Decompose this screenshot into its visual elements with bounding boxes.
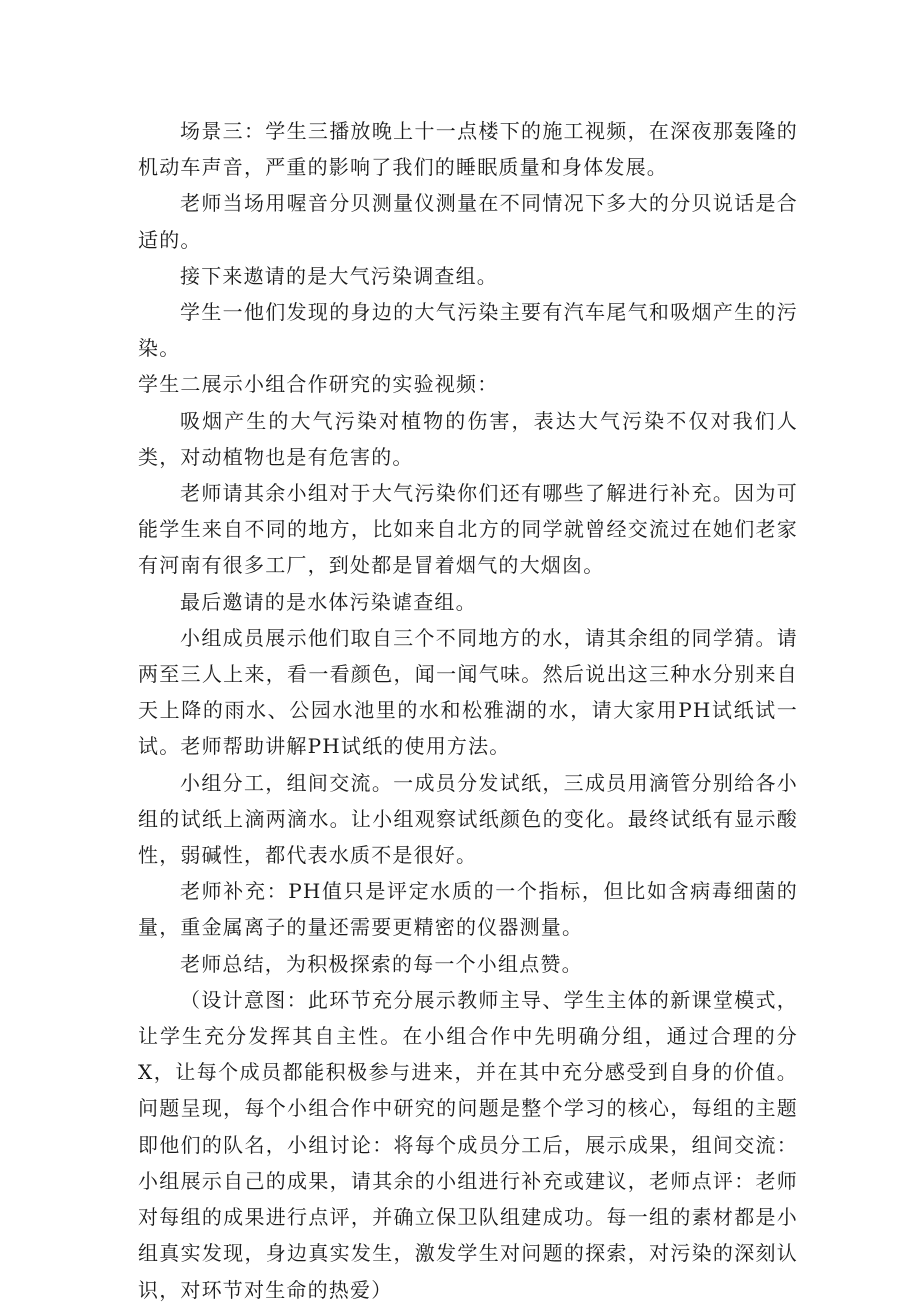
paragraph-teacher-supplement-ph: 老师补充：PH值只是评定水质的一个指标，但比如含病毒细菌的量，重金属离子的量还需要更精密的仪器测量。	[138, 879, 798, 940]
paragraph-water-samples: 小组成员展示他们取自三个不同地方的水，请其余组的同学猜。请两至三人上来，看一看颜色，闻一闻气味。然后说出这三种水分别来自天上降的雨水、公园水池里的水和松雅湖的水，请大家用PH试纸试一试。老师帮助讲解PH试纸的使用方法。	[138, 625, 798, 759]
paragraph-water-pollution-group: 最后邀请的是水体污染谑查组。	[180, 589, 477, 614]
paragraph-group-division: 小组分工，组间交流。一成员分发试纸，三成员用滴管分别给各小组的试纸上滴两滴水。让小组观察试纸颜色的变化。最终试纸有显示酸性，弱碱性，都代表水质不是很好。	[138, 770, 798, 868]
paragraph-scene-three: 场景三：学生三播放晚上十一点楼下的施工视频，在深夜那轰隆的机动车声音，严重的影响了我们的睡眠质量和身体发展。	[138, 119, 798, 180]
paragraph-student-two: 学生二展示小组合作研究的实验视频：	[138, 372, 499, 397]
paragraph-design-intent: （设计意图：此环节充分展示教师主导、学生主体的新课堂模式，让学生充分发挥其自主性。在小组合作中先明确分组，通过合理的分X，让每个成员都能积极参与进来，并在其中充分感受到自身的价值。问题呈现，每个小组合作中研究的问题是整个学习的核心，每组的主题即他们的队名，小组讨论：将每个成员分工后，展示成果，组间交流：小组展示自己的成果，请其余的小组进行补充或建议，老师点评：老师对每组的成果进行点评，并确立保卫队组建成功。每一组的素材都是小组真实发现，身边真实发生，激发学生对问题的探索，对污染的深刻认识，对环节对生命的热爱）	[138, 987, 798, 1302]
paragraph-decibel-measurement: 老师当场用喔音分贝测量仪测量在不同情况下多大的分贝说话是合适的。	[138, 191, 798, 252]
paragraph-smoking-harm: 吸烟产生的大气污染对植物的伤害，表达大气污染不仅对我们人类，对动植物也是有危害的。	[138, 408, 798, 469]
paragraph-teacher-supplement-air: 老师请其余小组对于大气污染你们还有哪些了解进行补充。因为可能学生来自不同的地方，比如来自北方的同学就曾经交流过在她们老家有河南有很多工厂，到处都是冒着烟气的大烟囱。	[138, 481, 798, 578]
paragraph-student-one: 学生一他们发现的身边的大气污染主要有汽车尾气和吸烟产生的污染。	[138, 300, 798, 361]
paragraph-teacher-summary: 老师总结，为积极探索的每一个小组点赞。	[180, 951, 583, 976]
paragraph-air-pollution-group: 接下来遨请的是大气污染调查组。	[180, 263, 498, 288]
document-body	[138, 113, 798, 1308]
